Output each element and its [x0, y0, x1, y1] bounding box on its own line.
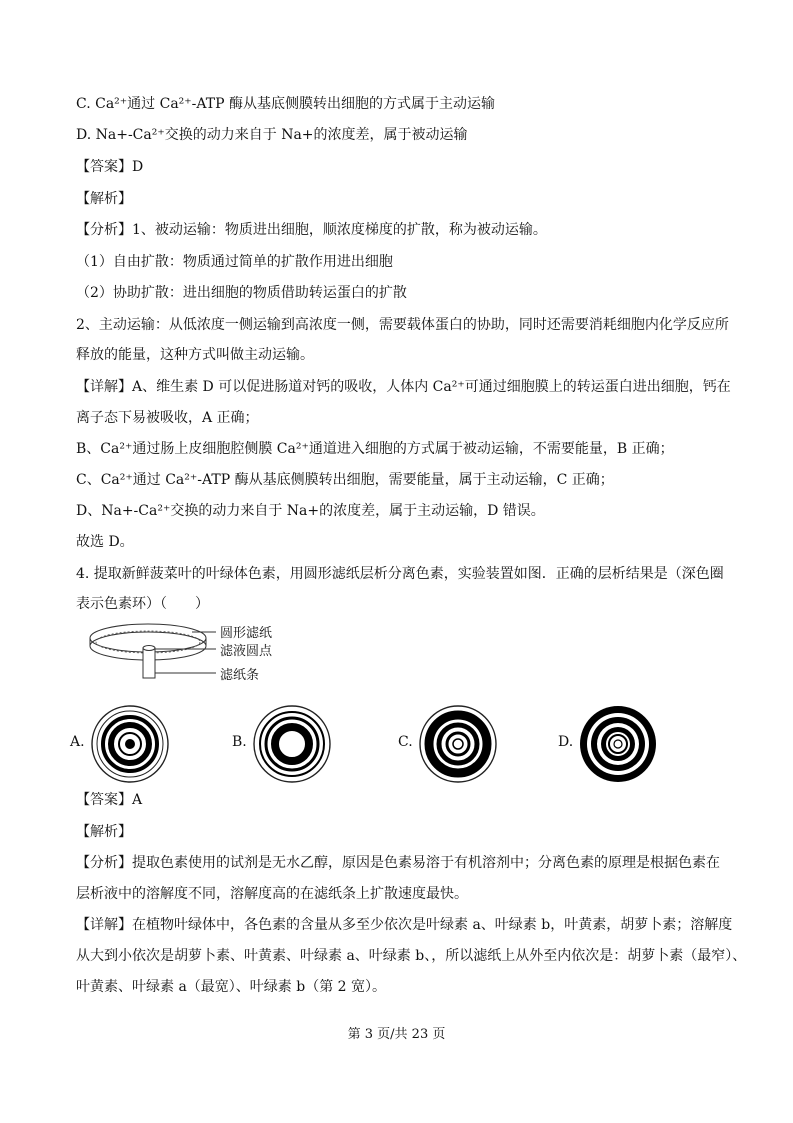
option-a-rings — [88, 702, 172, 786]
option-c-line: C. Ca²⁺通过 Ca²⁺-ATP 酶从基底侧膜转出细胞的方式属于主动运输 — [76, 96, 495, 112]
detail-pigment-line-3: 叶黄素、叶绿素 a（最宽）、叶绿素 b（第 2 宽）。 — [76, 979, 387, 995]
option-c-label: C. — [398, 734, 413, 750]
detail-a-line-1: 【详解】A、维生素 D 可以促进肠道对钙的吸收，人体内 Ca²⁺可通过细胞膜上的转运蛋白进出细胞，钙在 — [76, 379, 731, 395]
option-c-rings — [416, 702, 500, 786]
answer-label: 【答案】D — [76, 159, 144, 175]
label-circular-filter-paper: 圆形滤纸 — [220, 626, 273, 641]
option-d-line: D. Na+-Ca²⁺交换的动力来自于 Na+的浓度差，属于被动运输 — [76, 127, 468, 143]
detail-b-line: B、Ca²⁺通过肠上皮细胞腔侧膜 Ca²⁺通道进入细胞的方式属于被动运输，不需要能量，B 正确； — [76, 441, 674, 457]
analysis-pigment-line-2: 层析液中的溶解度不同，溶解度高的在滤纸条上扩散速度最快。 — [76, 886, 468, 902]
active-transport-line-1: 2、主动运输：从低浓度一侧运输到高浓度一侧，需要载体蛋白的协助，同时还需要消耗细胞内化学反应所 — [76, 317, 729, 333]
option-d-label: D. — [558, 734, 574, 750]
detail-a-line-2: 离子态下易被吸收，A 正确； — [76, 410, 259, 426]
question-4-line-2: 表示色素环）（ ） — [76, 596, 209, 612]
active-transport-line-2: 释放的能量，这种方式叫做主动运输。 — [76, 347, 314, 363]
analysis-passive-transport: 【分析】1、被动运输：物质进出细胞，顺浓度梯度的扩散，称为被动运输。 — [76, 222, 547, 238]
facilitated-diffusion-line: （2）协助扩散：进出细胞的物质借助转运蛋白的扩散 — [76, 285, 407, 301]
experiment-setup-figure — [88, 618, 308, 696]
detail-c-line: C、Ca²⁺通过 Ca²⁺-ATP 酶从基底侧膜转出细胞，需要能量，属于主动运输，C 正确； — [76, 472, 614, 488]
detail-d-line: D、Na+-Ca²⁺交换的动力来自于 Na+的浓度差，属于主动运输，D 错误。 — [76, 503, 545, 519]
analysis-title: 【解析】 — [76, 191, 132, 207]
choose-line: 故选 D。 — [76, 534, 134, 550]
answer-label-2: 【答案】A — [76, 792, 143, 808]
detail-pigment-line-2: 从大到小依次是胡萝卜素、叶黄素、叶绿素 a、叶绿素 b、，所以滤纸上从外至内依次是：胡萝卜素（最窄）、 — [76, 948, 747, 964]
option-a-label: A. — [70, 734, 85, 750]
question-4-line-1: 4. 提取新鲜菠菜叶的叶绿体色素，用圆形滤纸层析分离色素，实验装置如图．正确的层析结果是（深色圈 — [76, 566, 724, 582]
analysis-title-2: 【解析】 — [76, 824, 132, 840]
petri-dish-diagram — [88, 618, 308, 696]
option-b-rings — [250, 702, 334, 786]
free-diffusion-line: （1）自由扩散：物质通过简单的扩散作用进出细胞 — [76, 254, 393, 270]
option-d-rings — [576, 702, 660, 786]
detail-pigment-line-1: 【详解】在植物叶绿体中，各色素的含量从多至少依次是叶绿素 a、叶绿素 b，叶黄素，胡萝卜素；溶解度 — [76, 917, 733, 933]
analysis-pigment-line-1: 【分析】提取色素使用的试剂是无水乙醇，原因是色素易溶于有机溶剂中；分离色素的原理是根据色素在 — [76, 855, 720, 871]
option-b-label: B. — [232, 734, 247, 750]
label-filtrate-dot: 滤液圆点 — [220, 644, 273, 659]
label-filter-strip: 滤纸条 — [220, 668, 260, 683]
page-footer: 第 3 页/共 23 页 — [347, 1027, 446, 1042]
